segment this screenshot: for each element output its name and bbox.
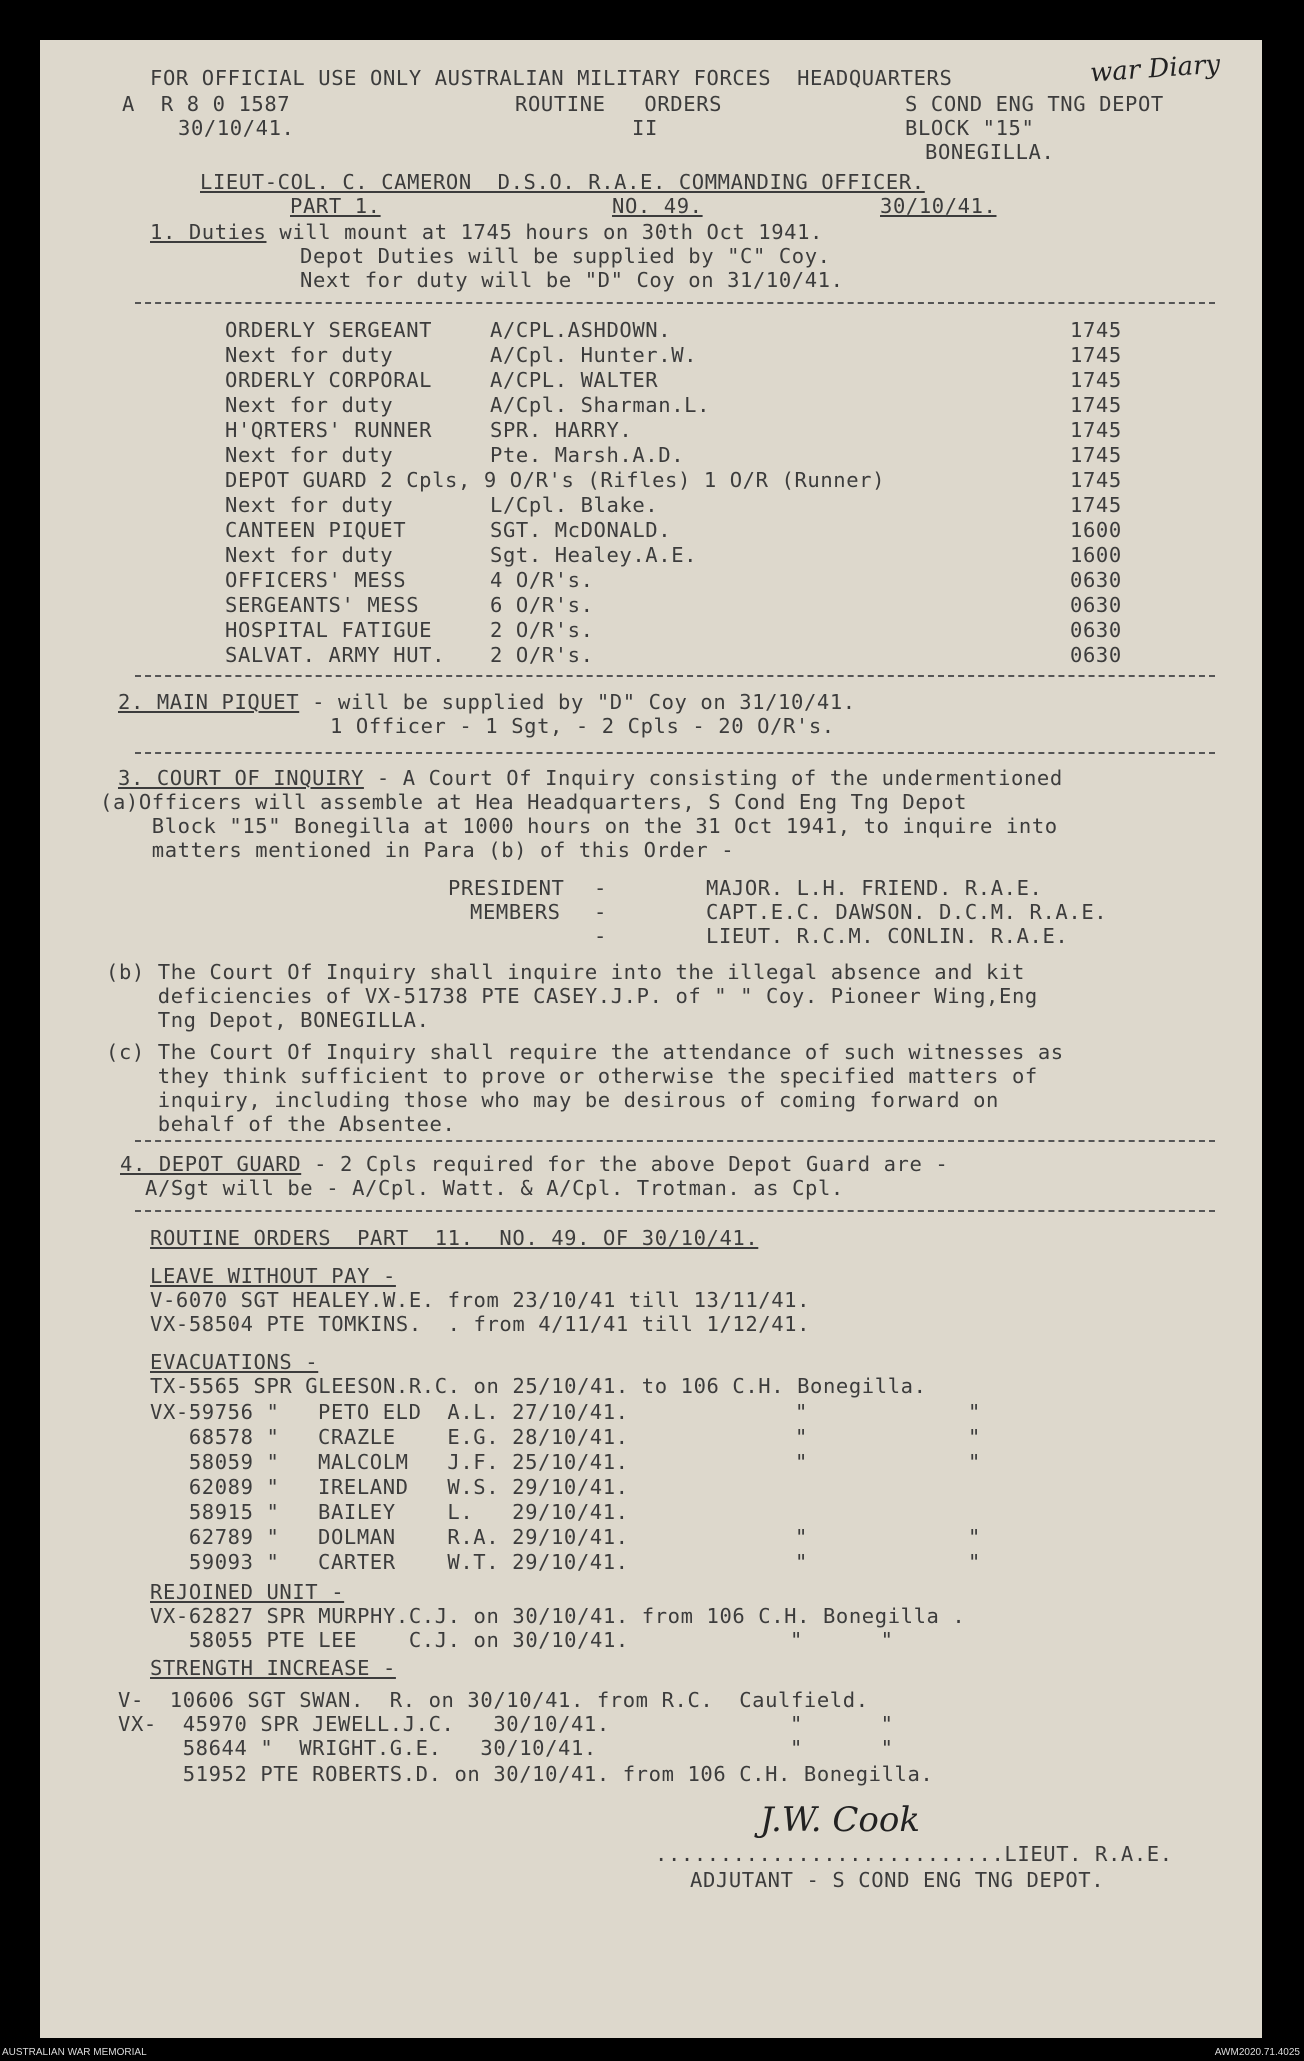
evacuation-name: CRAZLE E.G. 28/10/41. xyxy=(318,1425,629,1449)
duty-time: 0630 xyxy=(1070,618,1122,642)
member-2: LIEUT. R.C.M. CONLIN. R.A.E. xyxy=(706,924,1069,948)
member-1: CAPT.E.C. DAWSON. D.C.M. R.A.E. xyxy=(706,900,1108,924)
part-label: PART 1. xyxy=(290,194,381,218)
ditto-mark: " xyxy=(968,1550,981,1574)
separator xyxy=(135,302,1215,304)
para3-heading: 3. COURT OF INQUIRY xyxy=(118,766,364,790)
ditto-mark: " xyxy=(795,1550,808,1574)
rejoined-row: 58055 PTE LEE C.J. on 30/10/41. xyxy=(150,1628,629,1652)
para3-line1 xyxy=(118,766,1063,790)
ditto-marks: " " xyxy=(790,1736,894,1760)
para3-line-a2: Block "15" Bonegilla at 1000 hours on the 31 Oct 1941, to inquire into xyxy=(100,814,1058,838)
evacuation-name: BAILEY L. 29/10/41. xyxy=(318,1500,629,1524)
duty-assignee: 4 O/R's. xyxy=(490,568,594,592)
duty-name: OFFICERS' MESS xyxy=(225,568,407,592)
duty-assignee: A/CPL. WALTER xyxy=(490,368,659,392)
duty-assignee: 2 O/R's. xyxy=(490,643,594,667)
header-line1: FOR OFFICIAL USE ONLY AUSTRALIAN MILITARY FORCES HEADQUARTERS xyxy=(150,66,953,90)
leave-row: VX-58504 PTE TOMKINS. . from 4/11/41 till 1/12/41. xyxy=(150,1312,811,1336)
ditto-mark: " xyxy=(968,1450,981,1474)
duty-name: Next for duty xyxy=(225,343,394,367)
ditto-mark: " xyxy=(968,1425,981,1449)
duty-time: 1745 xyxy=(1070,443,1122,467)
ditto-marks: " " xyxy=(790,1712,894,1736)
duty-assignee: A/CPL.ASHDOWN. xyxy=(490,318,672,342)
evacuation-number: 59093 " xyxy=(150,1550,280,1574)
header-place: BONEGILLA. xyxy=(925,140,1055,164)
duty-name: Next for duty xyxy=(225,393,394,417)
para1-text1: will mount at 1745 hours on 30th Oct 1941. xyxy=(266,220,823,244)
signature-line: ...........................LIEUT. R.A.E. xyxy=(655,1842,1173,1866)
para3-b-line1: (b) The Court Of Inquiry shall inquire into the illegal absence and kit xyxy=(106,960,1025,984)
para3-c-line2: they think sufficient to prove or otherwise the specified matters of xyxy=(106,1064,1038,1088)
header-date: 30/10/41. xyxy=(178,116,295,140)
rejoined-row: VX-62827 SPR MURPHY.C.J. on 30/10/41. from 106 C.H. Bonegilla . xyxy=(150,1604,966,1628)
leave-row: V-6070 SGT HEALEY.W.E. from 23/10/41 till 13/11/41. xyxy=(150,1288,811,1312)
evacuation-number: 58059 " xyxy=(150,1450,280,1474)
evacuation-name: IRELAND W.S. 29/10/41. xyxy=(318,1475,629,1499)
ditto-mark: " xyxy=(968,1400,981,1424)
rejoined-heading: REJOINED UNIT - xyxy=(150,1580,345,1604)
president-name: MAJOR. L.H. FRIEND. R.A.E. xyxy=(706,876,1043,900)
header-title2: II xyxy=(632,116,658,140)
para2-line1 xyxy=(118,690,856,714)
duty-name: HOSPITAL FATIGUE xyxy=(225,618,433,642)
dash-mark: - xyxy=(594,900,607,924)
duty-time: 1745 xyxy=(1070,468,1122,492)
footer-source: AUSTRALIAN WAR MEMORIAL xyxy=(2,2047,147,2058)
signature-scrawl: J.W. Cook xyxy=(760,1800,920,1840)
footer-accession: AWM2020.71.4025 xyxy=(1214,2047,1300,2058)
para1-heading: 1. Duties xyxy=(150,220,267,244)
commander-line: LIEUT-COL. C. CAMERON D.S.O. R.A.E. COMMANDING OFFICER. xyxy=(200,170,925,194)
part-date: 30/10/41. xyxy=(880,194,997,218)
ditto-mark: " xyxy=(795,1425,808,1449)
duty-name: ORDERLY CORPORAL xyxy=(225,368,433,392)
duty-assignee: 6 O/R's. xyxy=(490,593,594,617)
duty-time: 1745 xyxy=(1070,393,1122,417)
evacuation-row: TX-5565 SPR GLEESON.R.C. on 25/10/41. to 106 C.H. Bonegilla. xyxy=(150,1374,927,1398)
para3-line-0: - A Court Of Inquiry consisting of the undermentioned xyxy=(363,766,1063,790)
strength-heading: STRENGTH INCREASE - xyxy=(150,1656,396,1680)
para4-text2: A/Sgt will be - A/Cpl. Watt. & A/Cpl. Trotman. as Cpl. xyxy=(145,1176,844,1200)
header-dept: S COND ENG TNG DEPOT xyxy=(905,92,1164,116)
duty-name: ORDERLY SERGEANT xyxy=(225,318,433,342)
separator xyxy=(135,752,1215,754)
para3-b-line2: deficiencies of VX-51738 PTE CASEY.J.P. of " " Coy. Pioneer Wing,Eng xyxy=(106,984,1038,1008)
handwritten-note: war Diary xyxy=(1089,49,1222,89)
duty-name: Next for duty xyxy=(225,543,394,567)
para3-b-line3: Tng Depot, BONEGILLA. xyxy=(106,1008,430,1032)
evacuation-name: PETO ELD A.L. 27/10/41. xyxy=(318,1400,629,1424)
para2-text1: - will be supplied by "D" Coy on 31/10/41. xyxy=(299,690,856,714)
duty-name: SALVAT. ARMY HUT. xyxy=(225,643,446,667)
separator xyxy=(135,1140,1215,1142)
ditto-mark: " xyxy=(795,1400,808,1424)
para4-line1 xyxy=(120,1152,948,1176)
duty-name: CANTEEN PIQUET xyxy=(225,518,407,542)
evacuation-name: CARTER W.T. 29/10/41. xyxy=(318,1550,629,1574)
duty-name: Next for duty xyxy=(225,493,394,517)
strength-row: V- 10606 SGT SWAN. R. on 30/10/41. from R.C. Caulfield. xyxy=(118,1688,869,1712)
evacuation-number: VX-59756 " xyxy=(150,1400,280,1424)
separator xyxy=(135,675,1215,677)
para3-line-a: (a)Officers will assemble at Hea Headquarters, S Cond Eng Tng Depot xyxy=(100,790,968,814)
evacuations-heading: EVACUATIONS - xyxy=(150,1350,319,1374)
evacuation-number: 62789 " xyxy=(150,1525,280,1549)
para3-c-line3: inquiry, including those who may be desirous of coming forward on xyxy=(106,1088,1000,1112)
para1-line1 xyxy=(150,220,823,244)
duty-assignee: SPR. HARRY. xyxy=(490,418,633,442)
strength-row: VX- 45970 SPR JEWELL.J.C. 30/10/41. xyxy=(118,1712,610,1736)
duty-name: SERGEANTS' MESS xyxy=(225,593,420,617)
signature-title: ADJUTANT - S COND ENG TNG DEPOT. xyxy=(690,1868,1105,1892)
para2-heading: 2. MAIN PIQUET xyxy=(118,690,300,714)
duty-assignee: SGT. McDONALD. xyxy=(490,518,672,542)
duty-assignee: L/Cpl. Blake. xyxy=(490,493,659,517)
members-label: MEMBERS xyxy=(470,900,561,924)
duty-name: Next for duty xyxy=(225,443,394,467)
para3-c-line1: (c) The Court Of Inquiry shall require the attendance of such witnesses as xyxy=(106,1040,1064,1064)
duty-time: 1600 xyxy=(1070,518,1122,542)
strength-row: 51952 PTE ROBERTS.D. on 30/10/41. from 106 C.H. Bonegilla. xyxy=(118,1762,934,1786)
header-block: BLOCK "15" xyxy=(905,116,1035,140)
header-ref: A R 8 0 1587 xyxy=(122,92,291,116)
duty-time: 1745 xyxy=(1070,318,1122,342)
ditto-mark: " xyxy=(968,1525,981,1549)
evacuation-name: MALCOLM J.F. 25/10/41. xyxy=(318,1450,629,1474)
duty-assignee: Sgt. Healey.A.E. xyxy=(490,543,698,567)
duty-time: 0630 xyxy=(1070,593,1122,617)
header-title: ROUTINE ORDERS xyxy=(515,92,723,116)
duty-time: 0630 xyxy=(1070,568,1122,592)
para3-c-line4: behalf of the Absentee. xyxy=(106,1112,456,1136)
ditto-mark: " xyxy=(795,1525,808,1549)
duty-time: 1600 xyxy=(1070,543,1122,567)
para2-text2: 1 Officer - 1 Sgt, - 2 Cpls - 20 O/R's. xyxy=(330,714,835,738)
duty-assignee: A/Cpl. Sharman.L. xyxy=(490,393,711,417)
para1-text2: Depot Duties will be supplied by "C" Coy. xyxy=(300,244,831,268)
para1-text3: Next for duty will be "D" Coy on 31/10/41. xyxy=(300,268,844,292)
evacuation-number: 58915 " xyxy=(150,1500,280,1524)
evacuation-number: 68578 " xyxy=(150,1425,280,1449)
duty-time: 1745 xyxy=(1070,343,1122,367)
para3-line-a3: matters mentioned in Para (b) of this Order - xyxy=(100,838,735,862)
president-label: PRESIDENT xyxy=(448,876,565,900)
duty-time: 1745 xyxy=(1070,418,1122,442)
part2-heading: ROUTINE ORDERS PART 11. NO. 49. OF 30/10/41. xyxy=(150,1226,759,1250)
duty-assignee: Pte. Marsh.A.D. xyxy=(490,443,685,467)
para4-heading: 4. DEPOT GUARD xyxy=(120,1152,302,1176)
strength-row: 58644 " WRIGHT.G.E. 30/10/41. xyxy=(118,1736,597,1760)
leave-heading: LEAVE WITHOUT PAY - xyxy=(150,1264,396,1288)
duty-time: 0630 xyxy=(1070,643,1122,667)
separator xyxy=(135,1210,1215,1212)
duty-name: DEPOT GUARD 2 Cpls, 9 O/R's (Rifles) 1 O/R (Runner) xyxy=(225,468,886,492)
dash-mark: - xyxy=(594,876,607,900)
para4-text1: - 2 Cpls required for the above Depot Guard are - xyxy=(301,1152,949,1176)
duty-time: 1745 xyxy=(1070,493,1122,517)
duty-name: H'QRTERS' RUNNER xyxy=(225,418,433,442)
duty-assignee: 2 O/R's. xyxy=(490,618,594,642)
ditto-mark: " xyxy=(795,1450,808,1474)
evacuation-number: 62089 " xyxy=(150,1475,280,1499)
order-number: NO. 49. xyxy=(612,194,703,218)
ditto-marks: " " xyxy=(790,1628,894,1652)
duty-time: 1745 xyxy=(1070,368,1122,392)
evacuation-name: DOLMAN R.A. 29/10/41. xyxy=(318,1525,629,1549)
dash-mark: - xyxy=(594,924,607,948)
duty-assignee: A/Cpl. Hunter.W. xyxy=(490,343,698,367)
